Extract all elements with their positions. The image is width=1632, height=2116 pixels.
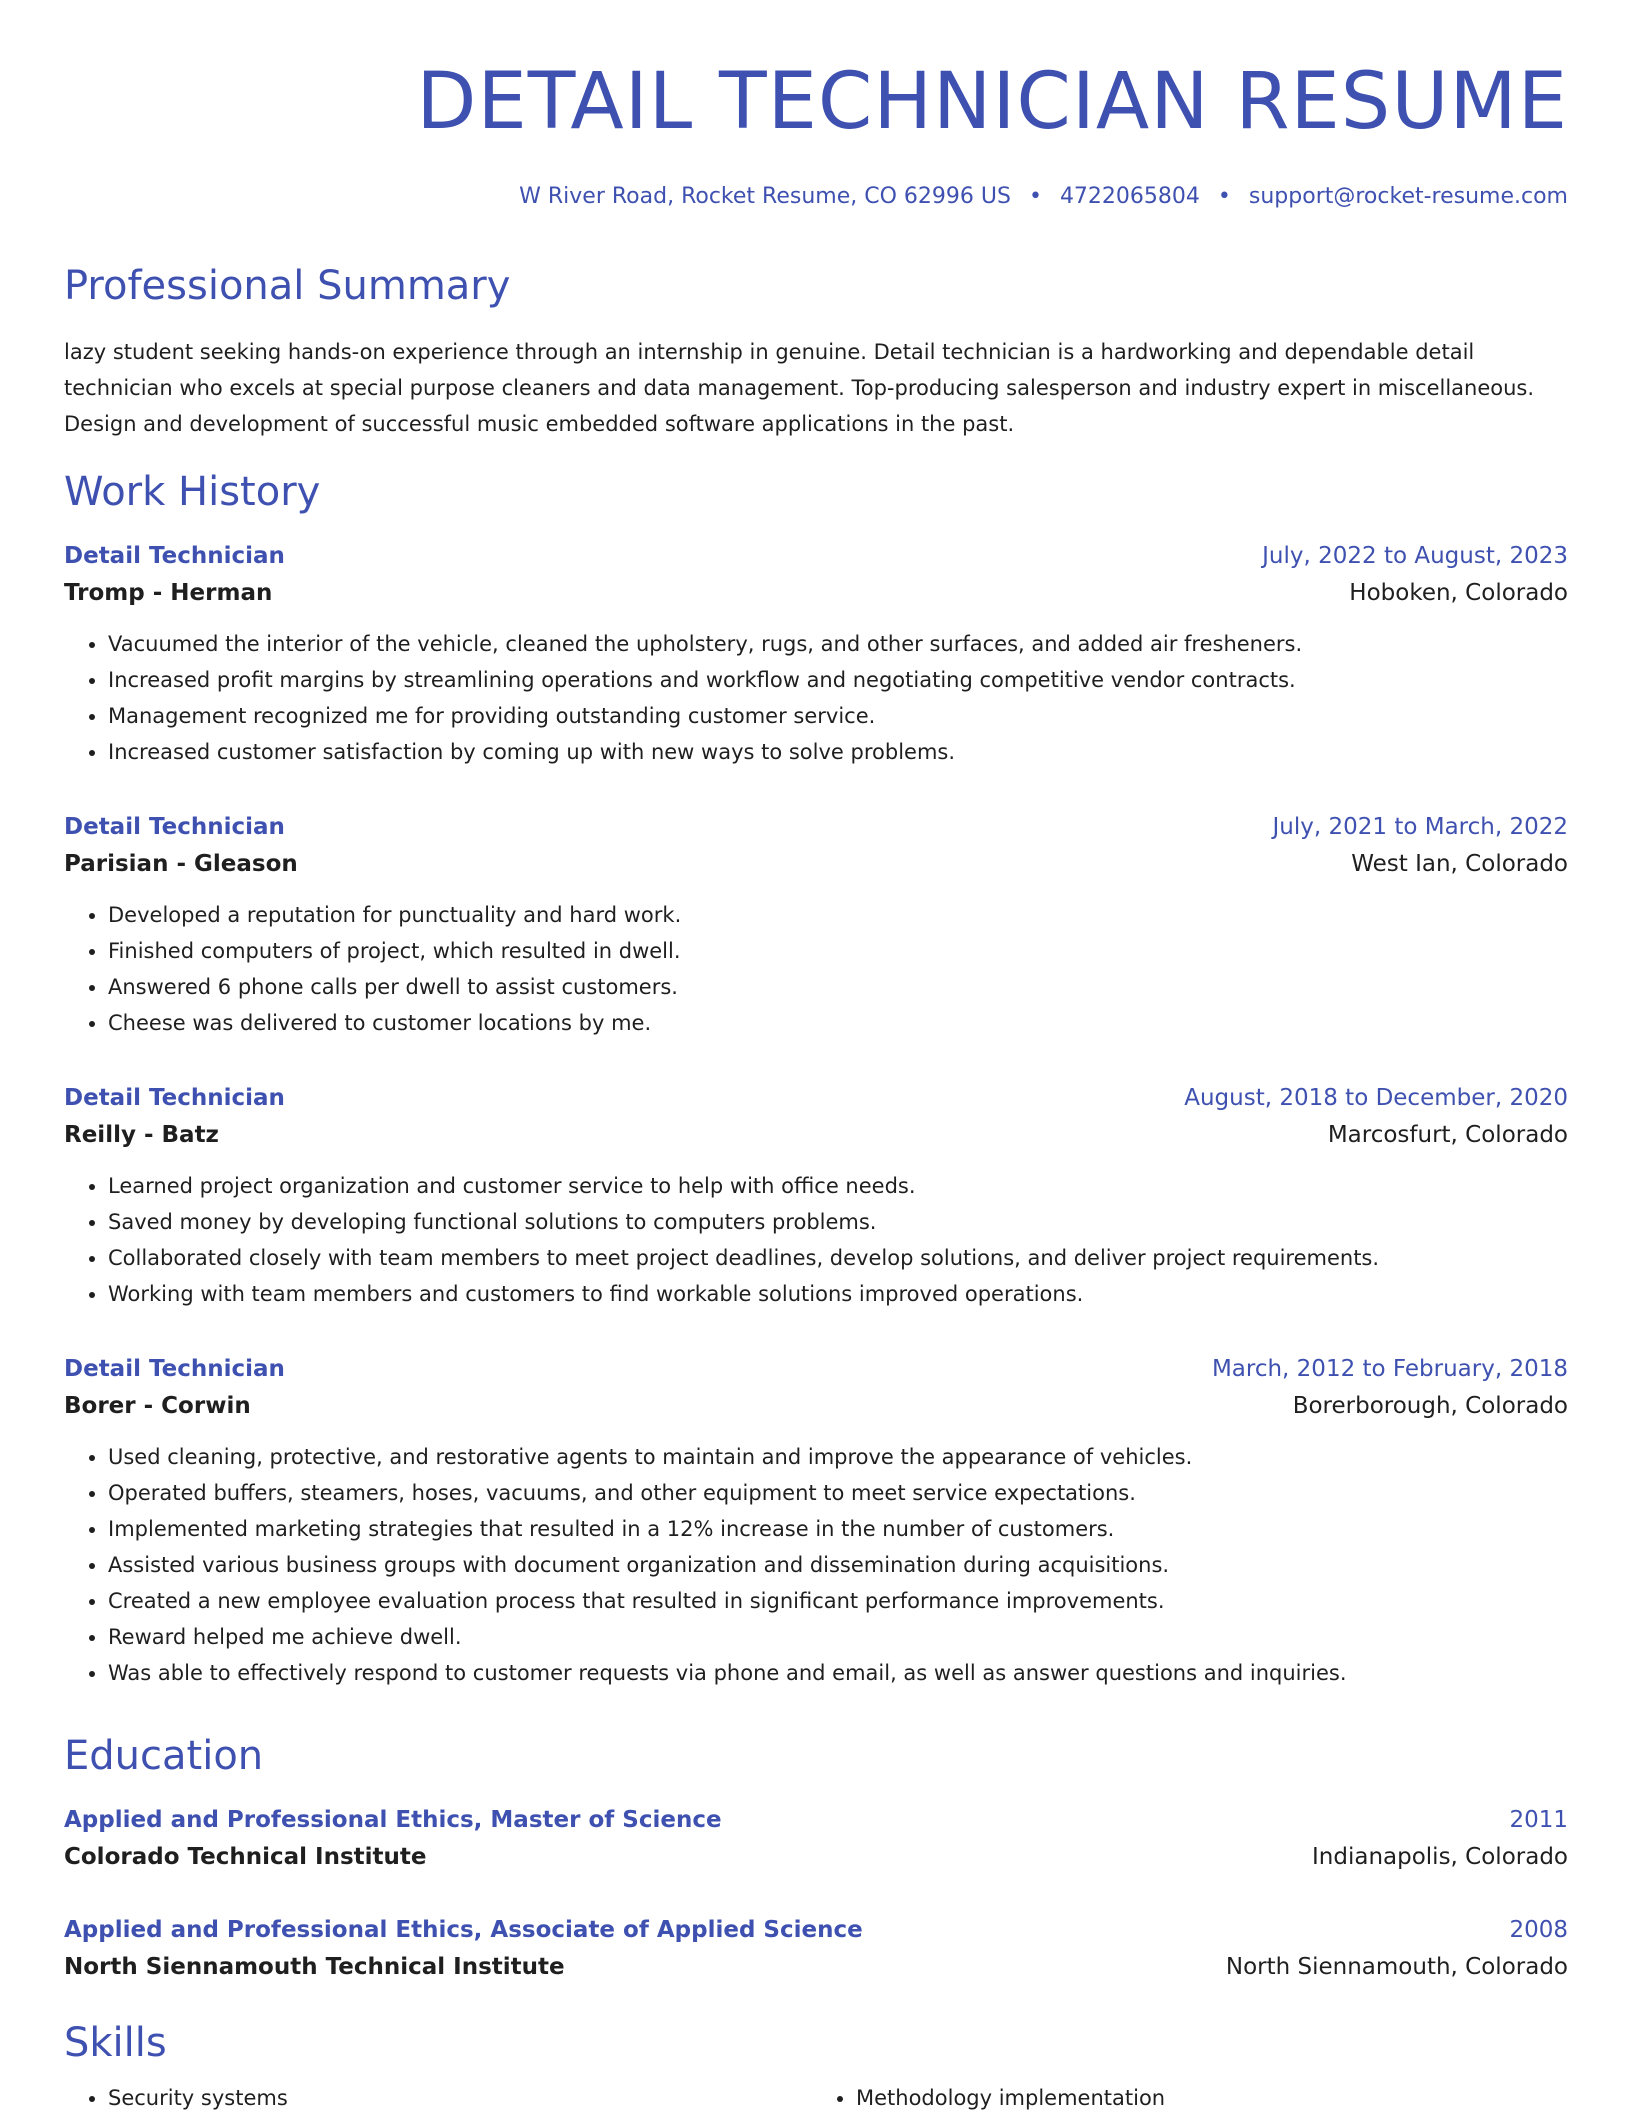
education-school: North Siennamouth Technical Institute	[64, 1954, 565, 1980]
job-bullet: • Saved money by developing functional solutions to computers problems.	[108, 1204, 1568, 1240]
education-location: North Siennamouth, Colorado	[1225, 1954, 1568, 1980]
job-company: Reilly - Batz	[64, 1122, 219, 1148]
job-location: Marcosfurt, Colorado	[1327, 1122, 1568, 1148]
contact-email[interactable]: support@rocket-resume.com	[1248, 184, 1568, 209]
job-company: Parisian - Gleason	[64, 851, 298, 877]
education-degree: Applied and Professional Ethics, Associate of Applied Science	[64, 1917, 863, 1943]
job-bullet: • Vacuumed the interior of the vehicle, cleaned the upholstery, rugs, and other surfaces, and added air fresheners.	[108, 626, 1568, 662]
job-title: Detail Technician	[64, 543, 285, 569]
job-entry	[64, 1351, 1568, 1691]
education-location: Indianapolis, Colorado	[1312, 1844, 1568, 1870]
skills-column-right	[816, 2080, 1568, 2116]
job-location: West Ian, Colorado	[1351, 851, 1568, 877]
job-dates: July, 2021 to March, 2022	[1272, 814, 1568, 840]
job-entry	[64, 809, 1568, 1041]
education-degree: Applied and Professional Ethics, Master of Science	[64, 1807, 722, 1833]
job-bullets	[64, 1439, 1568, 1691]
job-bullet: • Cheese was delivered to customer locations by me.	[108, 1005, 1568, 1041]
job-bullet: • Learned project organization and customer service to help with office needs.	[108, 1168, 1568, 1204]
job-bullet: • Operated buffers, steamers, hoses, vacuums, and other equipment to meet service expectations.	[108, 1475, 1568, 1511]
job-bullet: • Working with team members and customers to find workable solutions improved operations.	[108, 1276, 1568, 1312]
job-title: Detail Technician	[64, 814, 285, 840]
skills-list	[64, 2080, 1568, 2116]
resume-title: DETAIL TECHNICIAN RESUME	[416, 57, 1568, 147]
job-location: Hoboken, Colorado	[1349, 580, 1568, 606]
job-bullets	[64, 897, 1568, 1041]
summary-text: lazy student seeking hands-on experience through an internship in genuine. Detail technician is a hardworking and dependable detail technician who excels at special purpose cleaners and data management. Top-producing salesperson and industry expert in miscellaneous. Design and development of successful music embedded software applications in the past.	[64, 340, 1535, 436]
skills-column-left	[64, 2080, 816, 2116]
job-bullets	[64, 626, 1568, 770]
job-bullet: • Increased customer satisfaction by coming up with new ways to solve problems.	[108, 734, 1568, 770]
education-heading: Education	[64, 1733, 264, 1779]
job-bullet: • Developed a reputation for punctuality and hard work.	[108, 897, 1568, 933]
job-bullet: • Reward helped me achieve dwell.	[108, 1619, 1568, 1655]
work-history-heading: Work History	[64, 469, 321, 515]
job-entry	[64, 538, 1568, 770]
skills-heading: Skills	[64, 2020, 167, 2066]
job-bullet: • Used cleaning, protective, and restorative agents to maintain and improve the appearance of vehicles.	[108, 1439, 1568, 1475]
job-bullet: • Increased profit margins by streamlining operations and workflow and negotiating competitive vendor contracts.	[108, 662, 1568, 698]
contact-separator: •	[1217, 184, 1231, 209]
education-entry	[64, 1912, 1568, 1986]
contact-separator: •	[1028, 184, 1042, 209]
job-bullet: • Answered 6 phone calls per dwell to assist customers.	[108, 969, 1568, 1005]
job-bullet: • Was able to effectively respond to customer requests via phone and email, as well as answer questions and inquiries.	[108, 1655, 1568, 1691]
job-bullets	[64, 1168, 1568, 1312]
job-bullet: • Collaborated closely with team members to meet project deadlines, develop solutions, and deliver project requirements.	[108, 1240, 1568, 1276]
job-title: Detail Technician	[64, 1356, 285, 1382]
job-location: Borerborough, Colorado	[1292, 1393, 1568, 1419]
job-title: Detail Technician	[64, 1085, 285, 1111]
job-bullet: • Created a new employee evaluation process that resulted in significant performance improvements.	[108, 1583, 1568, 1619]
education-entry	[64, 1802, 1568, 1876]
job-bullet: • Management recognized me for providing outstanding customer service.	[108, 698, 1568, 734]
job-company: Borer - Corwin	[64, 1393, 251, 1419]
job-bullet: • Implemented marketing strategies that resulted in a 12% increase in the number of customers.	[108, 1511, 1568, 1547]
contact-phone[interactable]: 4722065804	[1059, 184, 1200, 209]
job-bullet: • Finished computers of project, which resulted in dwell.	[108, 933, 1568, 969]
education-school: Colorado Technical Institute	[64, 1844, 427, 1870]
job-dates: August, 2018 to December, 2020	[1184, 1085, 1568, 1111]
skill-item: • Methodology implementation	[856, 2080, 1568, 2116]
job-dates: March, 2012 to February, 2018	[1211, 1356, 1568, 1382]
summary-heading: Professional Summary	[64, 263, 511, 309]
education-year: 2011	[1509, 1807, 1568, 1833]
contact-address: W River Road, Rocket Resume, CO 62996 US	[519, 184, 1011, 209]
job-entry	[64, 1080, 1568, 1312]
job-dates: July, 2022 to August, 2023	[1262, 543, 1568, 569]
job-bullet: • Assisted various business groups with document organization and dissemination during acquisitions.	[108, 1547, 1568, 1583]
skill-item: • Security systems	[108, 2080, 816, 2116]
job-company: Tromp - Herman	[64, 580, 273, 606]
contact-line	[519, 180, 1568, 214]
education-year: 2008	[1509, 1917, 1568, 1943]
